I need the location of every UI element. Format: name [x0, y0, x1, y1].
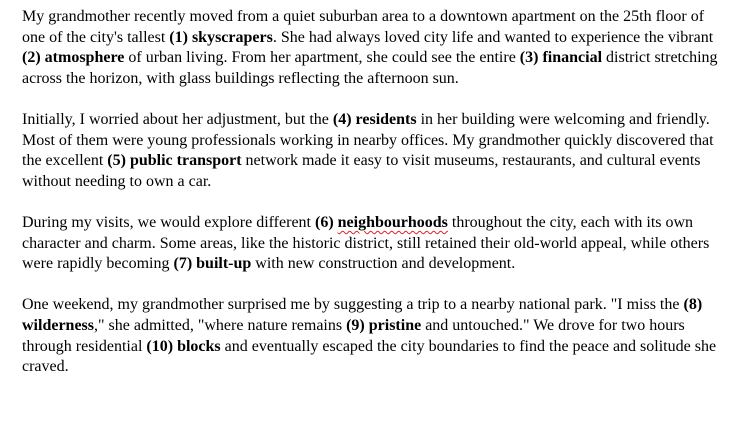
text-segment: and untouched." We drove for two hours through residential	[22, 316, 685, 355]
text-segment: . She had always loved city life and wanted to experience the vibrant	[272, 28, 714, 46]
text-segment: of urban living. From her apartment, she could see the entire	[124, 49, 520, 67]
document-body	[22, 7, 722, 378]
vocab-term-2: (2) atmosphere	[22, 49, 125, 67]
vocab-term-8: (8) wilderness	[22, 296, 703, 334]
paragraph-1	[22, 7, 722, 89]
text-segment: One weekend, my grandmother surprised me by suggesting a trip to a nearby national park. "I miss the	[22, 296, 684, 314]
text-segment: and eventually escaped the city boundaries to find the peace and solitude she craved.	[22, 337, 717, 376]
vocab-term-3: (3) financial	[519, 49, 603, 67]
vocab-term-6-spellcheck-word[interactable]: neighbourhoods	[337, 213, 448, 231]
text-segment: district stretching across the horizon, with glass buildings reflecting the afternoon sun.	[22, 49, 718, 87]
vocab-term-5: (5) public transport	[107, 152, 242, 170]
vocab-term-9: (9) pristine	[346, 316, 422, 334]
paragraph-4	[22, 295, 722, 377]
text-segment: in her building were welcoming and friendly. Most of them were young professionals working in nearby offices. My grandmother quickly discovered that the excellent	[22, 110, 714, 170]
text-segment: Initially, I worried about her adjustment, but the	[22, 110, 333, 128]
text-segment: ," she admitted, "where nature remains	[94, 316, 347, 334]
text-segment: network made it easy to visit museums, restaurants, and cultural events without needing to own a car.	[22, 152, 701, 190]
vocab-term-6-number: (6)	[314, 213, 338, 231]
vocab-term-1: (1) skyscrapers	[169, 28, 273, 46]
vocab-term-10: (10) blocks	[146, 337, 221, 355]
vocab-term-4: (4) residents	[332, 110, 417, 128]
paragraph-3	[22, 213, 722, 275]
text-segment: During my visits, we would explore different	[22, 213, 315, 231]
paragraph-2	[22, 110, 722, 192]
vocab-term-7: (7) built-up	[173, 255, 252, 273]
text-segment: My grandmother recently moved from a quiet suburban area to a downtown apartment on the 25th floor of one of the city's tallest	[22, 8, 705, 46]
text-segment: with new construction and development.	[251, 255, 516, 273]
text-segment: throughout the city, each with its own character and charm. Some areas, like the historic district, still retained their old-world appeal, while others were rapidly becoming	[22, 213, 710, 273]
